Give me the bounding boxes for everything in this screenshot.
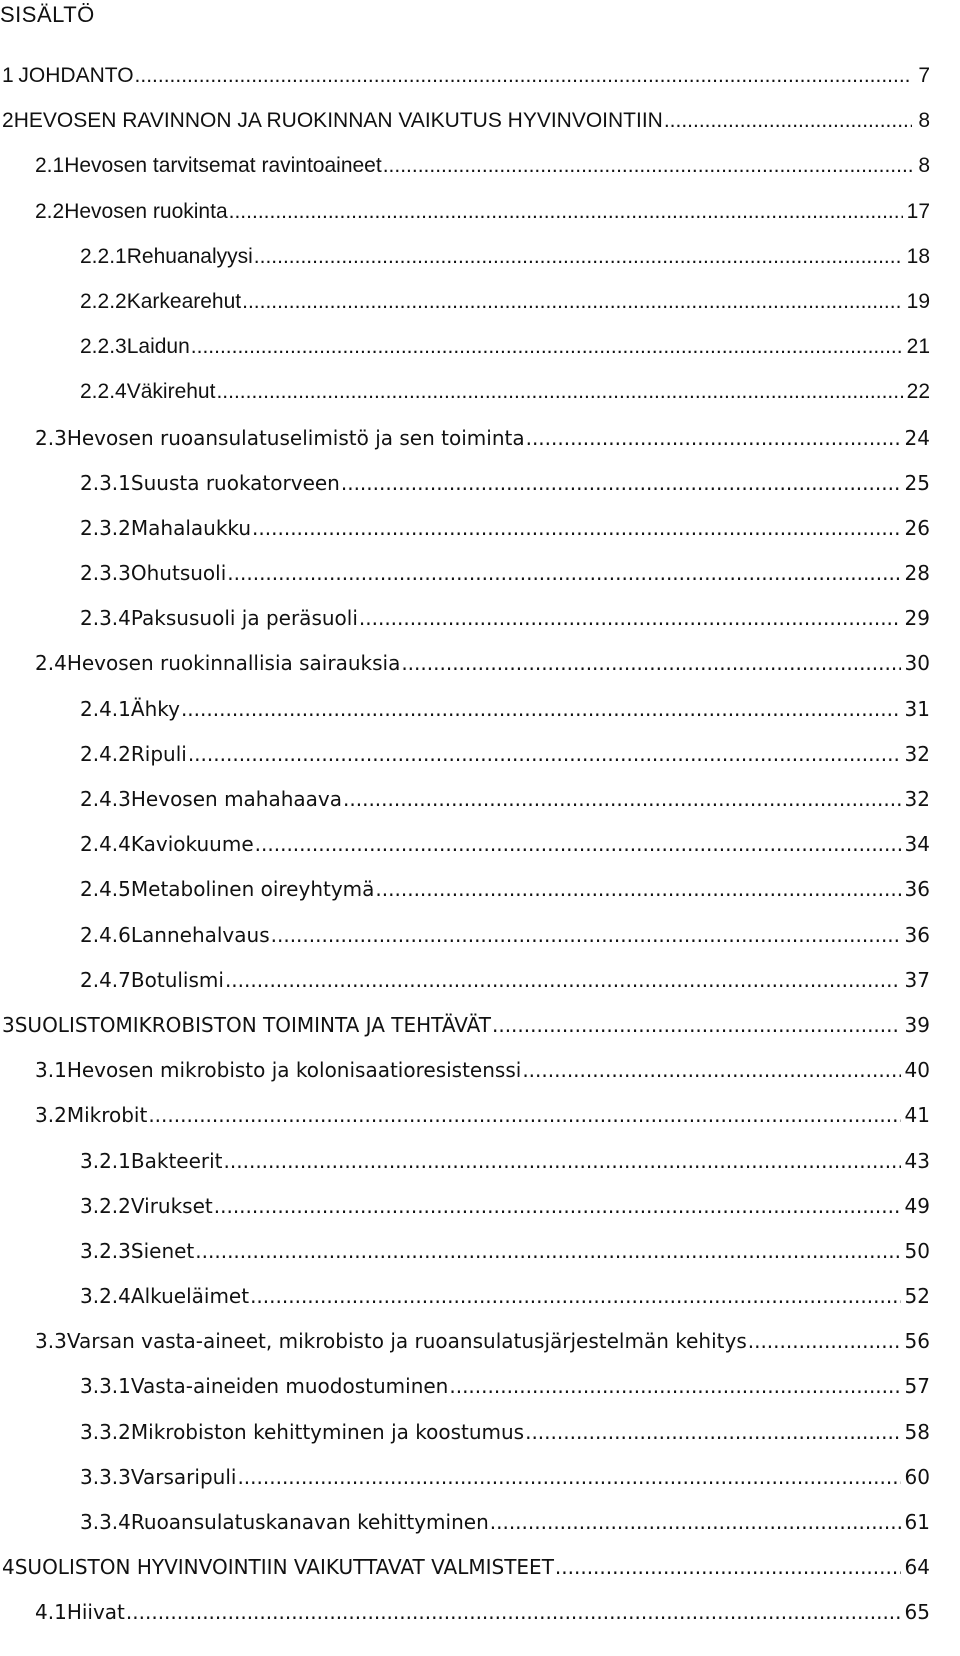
toc-dot-leader bbox=[375, 877, 900, 901]
toc-dot-leader bbox=[191, 335, 903, 359]
toc-dot-leader bbox=[341, 471, 901, 495]
toc-entry-number: 2.3.1 bbox=[80, 470, 131, 495]
toc-entry[interactable] bbox=[0, 471, 930, 516]
toc-dot-leader bbox=[401, 651, 900, 675]
toc-entry-page-number: 36 bbox=[904, 922, 930, 947]
toc-dot-leader bbox=[188, 742, 901, 766]
toc-entry[interactable] bbox=[0, 561, 930, 606]
toc-entry-number: 3.1 bbox=[35, 1058, 67, 1083]
toc-entry-number: 2 bbox=[2, 109, 14, 133]
toc-entry[interactable] bbox=[0, 832, 930, 877]
toc-entry-page-number: 18 bbox=[906, 244, 930, 268]
toc-entry-label: Rehuanalyysi bbox=[126, 244, 253, 268]
toc-entry-number: 2.2.1 bbox=[80, 244, 127, 268]
toc-entry[interactable] bbox=[0, 335, 930, 380]
table-of-contents bbox=[0, 64, 930, 1646]
toc-entry-page-number: 52 bbox=[904, 1284, 930, 1309]
toc-entry-number: 2.2.4 bbox=[80, 380, 127, 404]
toc-entry-label: Karkearehut bbox=[126, 289, 242, 313]
toc-entry-page-number: 17 bbox=[906, 199, 930, 223]
toc-entry-number: 2.3.2 bbox=[80, 515, 131, 540]
toc-entry[interactable] bbox=[0, 606, 930, 651]
toc-dot-leader bbox=[383, 154, 912, 178]
toc-entry-number: 2.3.4 bbox=[80, 606, 131, 631]
toc-dot-leader bbox=[664, 109, 912, 133]
toc-entry[interactable] bbox=[0, 1194, 930, 1239]
toc-dot-leader bbox=[181, 697, 901, 721]
toc-entry-label: SUOLISTOMIKROBISTON TOIMINTA JA TEHTÄVÄT bbox=[14, 1012, 491, 1037]
toc-entry[interactable] bbox=[0, 1329, 930, 1374]
toc-entry-label: Botulismi bbox=[130, 967, 224, 992]
toc-entry-page-number: 39 bbox=[904, 1012, 930, 1037]
toc-entry-number: 3.2.2 bbox=[80, 1193, 131, 1218]
toc-entry[interactable] bbox=[0, 109, 930, 154]
toc-entry-number: 3.3.1 bbox=[80, 1374, 131, 1399]
toc-dot-leader bbox=[237, 1465, 900, 1489]
toc-entry[interactable] bbox=[0, 877, 930, 922]
toc-entry[interactable] bbox=[0, 923, 930, 968]
toc-entry-number: 3.2.3 bbox=[80, 1238, 131, 1263]
toc-entry-label: Hevosen mikrobisto ja kolonisaatioresistenssi bbox=[66, 1058, 522, 1083]
toc-entry-page-number: 28 bbox=[904, 561, 930, 586]
toc-dot-leader bbox=[252, 516, 901, 540]
toc-entry-number: 2.4.1 bbox=[80, 696, 131, 721]
toc-entry-label: Hiivat bbox=[66, 1600, 125, 1625]
toc-dot-leader bbox=[148, 1103, 900, 1127]
toc-entry[interactable] bbox=[0, 1510, 930, 1555]
toc-entry[interactable] bbox=[0, 290, 930, 335]
toc-entry-label: Mahalaukku bbox=[130, 515, 252, 540]
toc-entry[interactable] bbox=[0, 787, 930, 832]
toc-entry-label: Ripuli bbox=[130, 741, 187, 766]
toc-entry[interactable] bbox=[0, 1284, 930, 1329]
toc-entry-number: 2.3.3 bbox=[80, 561, 131, 586]
toc-entry-label: Hevosen ruokinta bbox=[64, 199, 228, 223]
toc-entry-page-number: 60 bbox=[904, 1464, 930, 1489]
toc-entry-label: HEVOSEN RAVINNON JA RUOKINNAN VAIKUTUS HYVINVOINTIIN bbox=[13, 109, 663, 133]
toc-entry-number: 3.3.4 bbox=[80, 1510, 131, 1534]
toc-entry-label: Mikrobiston kehittyminen ja koostumus bbox=[130, 1419, 525, 1444]
toc-entry-page-number: 65 bbox=[904, 1600, 930, 1625]
toc-entry-number: 2.3 bbox=[35, 425, 67, 450]
toc-dot-leader bbox=[216, 380, 902, 404]
toc-entry-label: JOHDANTO bbox=[18, 64, 134, 87]
toc-dot-leader bbox=[229, 200, 903, 224]
toc-dot-leader bbox=[227, 561, 900, 585]
toc-entry-page-number: 34 bbox=[904, 832, 930, 857]
toc-entry[interactable] bbox=[0, 1013, 930, 1058]
toc-entry-label: Ohutsuoli bbox=[130, 561, 227, 586]
toc-entry-number: 2.1 bbox=[35, 154, 65, 178]
toc-entry[interactable] bbox=[0, 1555, 930, 1600]
toc-entry-label: Bakteerit bbox=[130, 1148, 223, 1173]
toc-dot-leader bbox=[271, 923, 901, 947]
toc-entry-label: Hevosen ruokinnallisia sairauksia bbox=[66, 651, 401, 676]
toc-entry[interactable] bbox=[0, 1374, 930, 1419]
toc-entry-label: Vasta-aineiden muodostuminen bbox=[130, 1374, 449, 1399]
toc-entry-label: Suusta ruokatorveen bbox=[130, 470, 340, 495]
toc-entry-label: Varsan vasta-aineet, mikrobisto ja ruoansulatusjärjestelmän kehitys bbox=[66, 1329, 747, 1354]
toc-entry-label: Virukset bbox=[130, 1193, 213, 1218]
toc-dot-leader bbox=[255, 832, 901, 856]
toc-entry-page-number: 8 bbox=[918, 109, 930, 133]
toc-entry-number: 2.4.2 bbox=[80, 741, 131, 766]
toc-entry-number: 4 bbox=[2, 1555, 15, 1580]
toc-dot-leader bbox=[526, 426, 901, 450]
toc-dot-leader bbox=[214, 1194, 901, 1218]
toc-entry-label: Kaviokuume bbox=[130, 832, 254, 857]
toc-entry-page-number: 64 bbox=[904, 1555, 930, 1580]
toc-entry-label: Väkirehut bbox=[126, 380, 216, 404]
toc-dot-leader bbox=[250, 1284, 900, 1308]
toc-entry-page-number: 22 bbox=[906, 380, 930, 404]
toc-entry-label: Alkueläimet bbox=[130, 1284, 250, 1309]
toc-dot-leader bbox=[492, 1013, 901, 1037]
toc-dot-leader bbox=[748, 1329, 901, 1353]
toc-dot-leader bbox=[555, 1555, 901, 1579]
toc-dot-leader bbox=[195, 1239, 900, 1263]
toc-entry-label: Laidun bbox=[126, 335, 190, 359]
toc-dot-leader bbox=[525, 1420, 900, 1444]
toc-entry[interactable] bbox=[0, 651, 930, 696]
toc-dot-leader bbox=[135, 64, 912, 88]
toc-heading: SISÄLTÖ bbox=[0, 2, 95, 27]
toc-entry-number: 2.4 bbox=[35, 651, 67, 676]
toc-entry-page-number: 57 bbox=[904, 1374, 930, 1399]
toc-entry[interactable] bbox=[0, 742, 930, 787]
toc-entry-number: 2.2.3 bbox=[80, 335, 127, 359]
toc-entry-number: 2.4.4 bbox=[80, 832, 131, 857]
toc-entry-number: 2.4.3 bbox=[80, 787, 131, 811]
toc-entry[interactable] bbox=[0, 697, 930, 742]
toc-entry-label: Lannehalvaus bbox=[130, 922, 270, 947]
toc-entry-label: Hevosen tarvitsemat ravintoaineet bbox=[64, 154, 382, 178]
toc-entry-label: Ähky bbox=[130, 696, 180, 721]
toc-entry-page-number: 21 bbox=[906, 335, 930, 359]
toc-dot-leader bbox=[449, 1374, 900, 1398]
toc-entry-page-number: 7 bbox=[918, 64, 930, 87]
toc-dot-leader bbox=[224, 1149, 901, 1173]
toc-entry-number: 3.3 bbox=[35, 1329, 67, 1354]
toc-entry-page-number: 50 bbox=[904, 1238, 930, 1263]
toc-entry-page-number: 29 bbox=[904, 606, 930, 631]
toc-entry[interactable] bbox=[0, 380, 930, 425]
toc-entry-label: Sienet bbox=[130, 1238, 195, 1263]
toc-dot-leader bbox=[242, 290, 903, 314]
toc-entry-page-number: 24 bbox=[904, 425, 930, 450]
toc-entry-page-number: 43 bbox=[904, 1148, 930, 1173]
toc-entry[interactable] bbox=[0, 1420, 930, 1465]
toc-entry-page-number: 26 bbox=[904, 515, 930, 540]
toc-entry[interactable] bbox=[0, 245, 930, 290]
toc-entry[interactable] bbox=[0, 516, 930, 561]
toc-entry-page-number: 41 bbox=[904, 1103, 930, 1128]
toc-entry[interactable] bbox=[0, 426, 930, 471]
toc-entry-number: 3.3.2 bbox=[80, 1419, 131, 1444]
toc-entry-number: 3.3.3 bbox=[80, 1464, 131, 1489]
toc-dot-leader bbox=[254, 245, 903, 269]
toc-entry[interactable] bbox=[0, 1600, 930, 1645]
toc-entry-label: Mikrobit bbox=[66, 1103, 148, 1128]
toc-entry[interactable] bbox=[0, 1149, 930, 1194]
toc-entry-number: 3.2.4 bbox=[80, 1284, 131, 1309]
toc-entry-page-number: 32 bbox=[904, 741, 930, 766]
toc-dot-leader bbox=[225, 968, 901, 992]
toc-dot-leader bbox=[490, 1510, 901, 1534]
toc-entry-label: Metabolinen oireyhtymä bbox=[130, 877, 375, 902]
toc-entry-page-number: 8 bbox=[918, 154, 930, 178]
toc-entry-label: Ruoansulatuskanavan kehittyminen bbox=[130, 1510, 489, 1534]
toc-entry-label: Hevosen mahahaava bbox=[130, 787, 343, 811]
toc-entry-page-number: 36 bbox=[904, 877, 930, 902]
toc-entry-number: 3 bbox=[2, 1012, 15, 1037]
toc-entry-page-number: 32 bbox=[904, 787, 930, 811]
toc-entry-page-number: 25 bbox=[904, 470, 930, 495]
toc-entry[interactable] bbox=[0, 1058, 930, 1103]
toc-entry-label: Paksusuoli ja peräsuoli bbox=[130, 606, 358, 631]
toc-entry[interactable] bbox=[0, 200, 930, 245]
toc-entry-page-number: 30 bbox=[904, 651, 930, 676]
toc-entry-label: SUOLISTON HYVINVOINTIIN VAIKUTTAVAT VALMISTEET bbox=[14, 1555, 554, 1580]
toc-dot-leader bbox=[343, 787, 901, 811]
toc-entry-page-number: 61 bbox=[904, 1510, 930, 1534]
toc-entry-page-number: 49 bbox=[904, 1193, 930, 1218]
toc-dot-leader bbox=[359, 606, 901, 630]
toc-entry-page-number: 37 bbox=[904, 967, 930, 992]
toc-entry-number: 2.4.7 bbox=[80, 967, 131, 992]
toc-entry-page-number: 31 bbox=[904, 696, 930, 721]
toc-entry-number: 2.2 bbox=[35, 199, 65, 223]
toc-entry-number: 4.1 bbox=[35, 1600, 67, 1625]
toc-entry[interactable] bbox=[0, 968, 930, 1013]
toc-entry-number: 1 bbox=[2, 64, 14, 87]
toc-entry-number: 2.4.5 bbox=[80, 877, 131, 902]
toc-entry[interactable] bbox=[0, 1103, 930, 1148]
toc-entry-label: Varsaripuli bbox=[130, 1464, 237, 1489]
toc-dot-leader bbox=[126, 1600, 901, 1624]
toc-entry-label: Hevosen ruoansulatuselimistö ja sen toiminta bbox=[66, 425, 525, 450]
toc-entry-page-number: 58 bbox=[904, 1419, 930, 1444]
toc-entry-number: 2.2.2 bbox=[80, 289, 127, 313]
toc-entry[interactable] bbox=[0, 1465, 930, 1510]
toc-entry-number: 3.2.1 bbox=[80, 1148, 131, 1173]
toc-entry-page-number: 56 bbox=[904, 1329, 930, 1354]
toc-entry[interactable] bbox=[0, 1239, 930, 1284]
toc-entry-page-number: 19 bbox=[906, 289, 930, 313]
toc-entry[interactable] bbox=[0, 64, 930, 109]
toc-entry[interactable] bbox=[0, 154, 930, 199]
toc-entry-number: 3.2 bbox=[35, 1103, 67, 1128]
toc-entry-page-number: 40 bbox=[904, 1058, 930, 1083]
toc-entry-number: 2.4.6 bbox=[80, 922, 131, 947]
toc-dot-leader bbox=[522, 1058, 900, 1082]
